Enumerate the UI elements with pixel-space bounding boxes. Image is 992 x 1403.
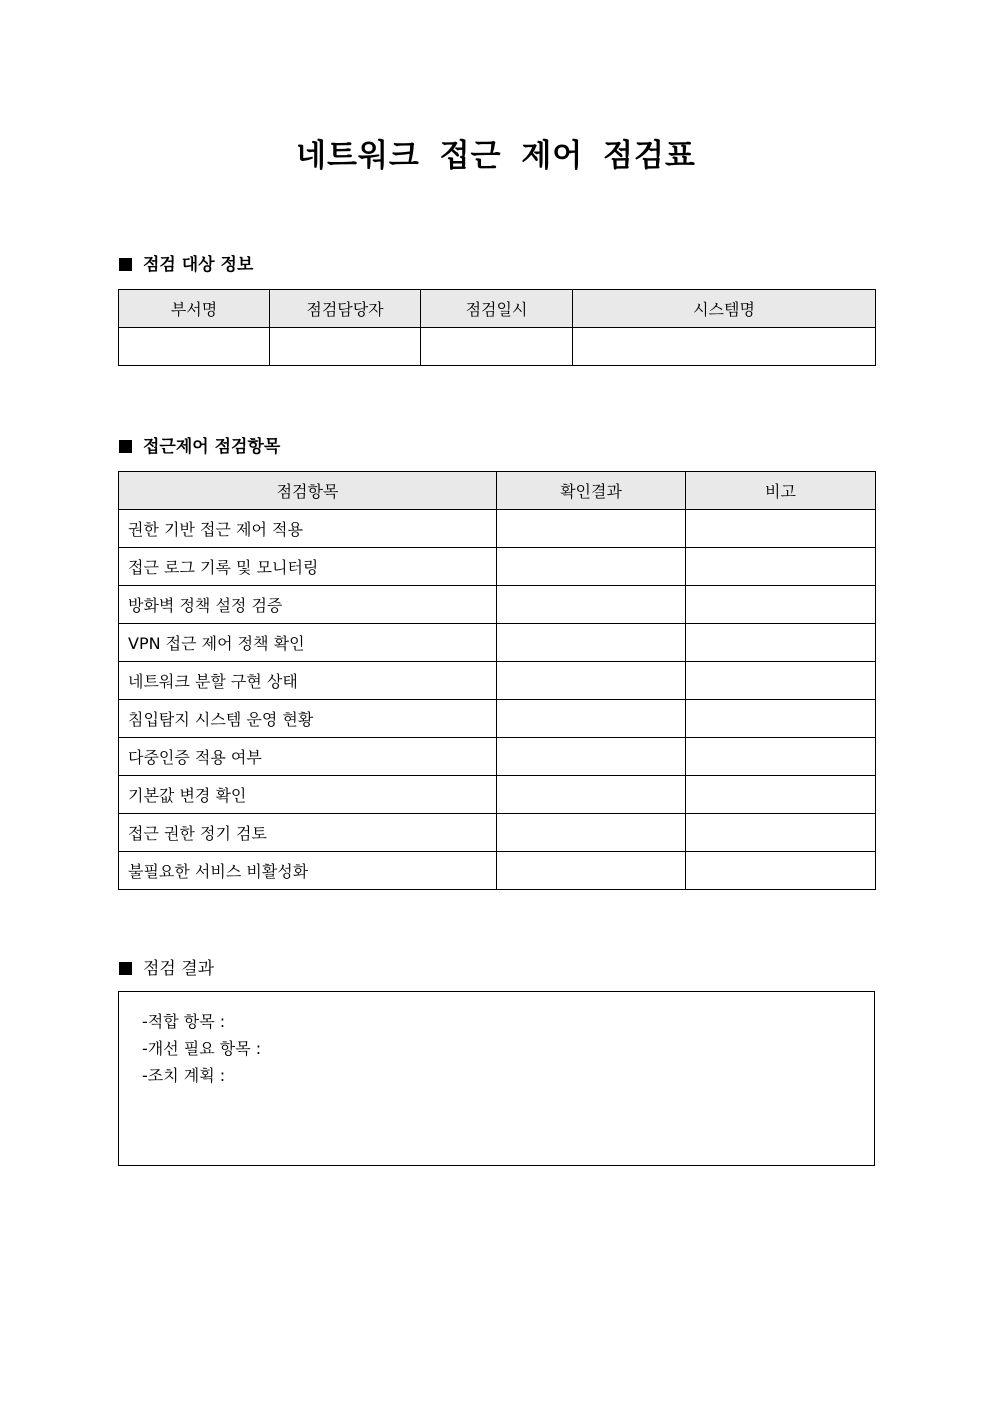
result-line-action-plan: -조치 계획 : <box>142 1066 226 1085</box>
table-row <box>119 586 876 624</box>
table-row <box>119 738 876 776</box>
check-result-cell[interactable] <box>497 738 686 776</box>
table-header-row <box>119 290 876 328</box>
header-inspector: 점검담당자 <box>270 290 421 328</box>
remarks-cell[interactable] <box>686 814 876 852</box>
square-bullet-icon <box>119 258 132 271</box>
system-name-cell[interactable] <box>573 328 876 366</box>
remarks-cell[interactable] <box>686 510 876 548</box>
check-result-cell[interactable] <box>497 814 686 852</box>
check-result-cell[interactable] <box>497 700 686 738</box>
check-result-cell[interactable] <box>497 586 686 624</box>
table-row <box>119 624 876 662</box>
section-heading-label: 접근제어 점검항목 <box>143 437 281 457</box>
section-heading-label: 점검 대상 정보 <box>143 255 254 275</box>
check-item-label: 권한 기반 접근 제어 적용 <box>119 510 497 548</box>
square-bullet-icon <box>119 962 132 975</box>
header-department: 부서명 <box>119 290 270 328</box>
section-heading-result <box>119 957 214 981</box>
header-check-item: 점검항목 <box>119 472 497 510</box>
check-item-label: 침입탐지 시스템 운영 현황 <box>119 700 497 738</box>
table-row <box>119 852 876 890</box>
check-result-cell[interactable] <box>497 624 686 662</box>
department-cell[interactable] <box>119 328 270 366</box>
check-item-label: VPN 접근 제어 정책 확인 <box>119 624 497 662</box>
check-item-label: 다중인증 적용 여부 <box>119 738 497 776</box>
remarks-cell[interactable] <box>686 624 876 662</box>
table-row <box>119 700 876 738</box>
section-heading-target-info <box>119 253 253 277</box>
check-item-label: 방화벽 정책 설정 검증 <box>119 586 497 624</box>
remarks-cell[interactable] <box>686 776 876 814</box>
header-remarks: 비고 <box>686 472 876 510</box>
check-result-cell[interactable] <box>497 852 686 890</box>
header-system-name: 시스템명 <box>573 290 876 328</box>
remarks-cell[interactable] <box>686 662 876 700</box>
inspection-date-cell[interactable] <box>421 328 573 366</box>
table-header-row <box>119 472 876 510</box>
table-row <box>119 510 876 548</box>
table-row <box>119 662 876 700</box>
inspector-cell[interactable] <box>270 328 421 366</box>
check-result-cell[interactable] <box>497 662 686 700</box>
remarks-cell[interactable] <box>686 852 876 890</box>
header-check-result: 확인결과 <box>497 472 686 510</box>
check-item-label: 기본값 변경 확인 <box>119 776 497 814</box>
check-item-label: 불필요한 서비스 비활성화 <box>119 852 497 890</box>
table-row <box>119 548 876 586</box>
section-heading-label: 점검 결과 <box>143 959 215 979</box>
check-result-cell[interactable] <box>497 510 686 548</box>
remarks-cell[interactable] <box>686 548 876 586</box>
table-row <box>119 776 876 814</box>
header-inspection-date: 점검일시 <box>421 290 573 328</box>
square-bullet-icon <box>119 440 132 453</box>
check-item-label: 접근 권한 정기 검토 <box>119 814 497 852</box>
check-result-cell[interactable] <box>497 548 686 586</box>
result-box[interactable] <box>118 991 875 1166</box>
result-line-compliant: -적합 항목 : <box>142 1012 226 1031</box>
result-line-improvement: -개선 필요 항목 : <box>142 1039 262 1058</box>
check-result-cell[interactable] <box>497 776 686 814</box>
table-row <box>119 814 876 852</box>
checklist-table <box>118 471 876 890</box>
section-heading-checklist <box>119 435 280 459</box>
remarks-cell[interactable] <box>686 586 876 624</box>
page-title: 네트워크 접근 제어 점검표 <box>296 138 696 174</box>
target-info-table <box>118 289 876 366</box>
table-row <box>119 328 876 366</box>
remarks-cell[interactable] <box>686 700 876 738</box>
remarks-cell[interactable] <box>686 738 876 776</box>
check-item-label: 네트워크 분할 구현 상태 <box>119 662 497 700</box>
check-item-label: 접근 로그 기록 및 모니터링 <box>119 548 497 586</box>
